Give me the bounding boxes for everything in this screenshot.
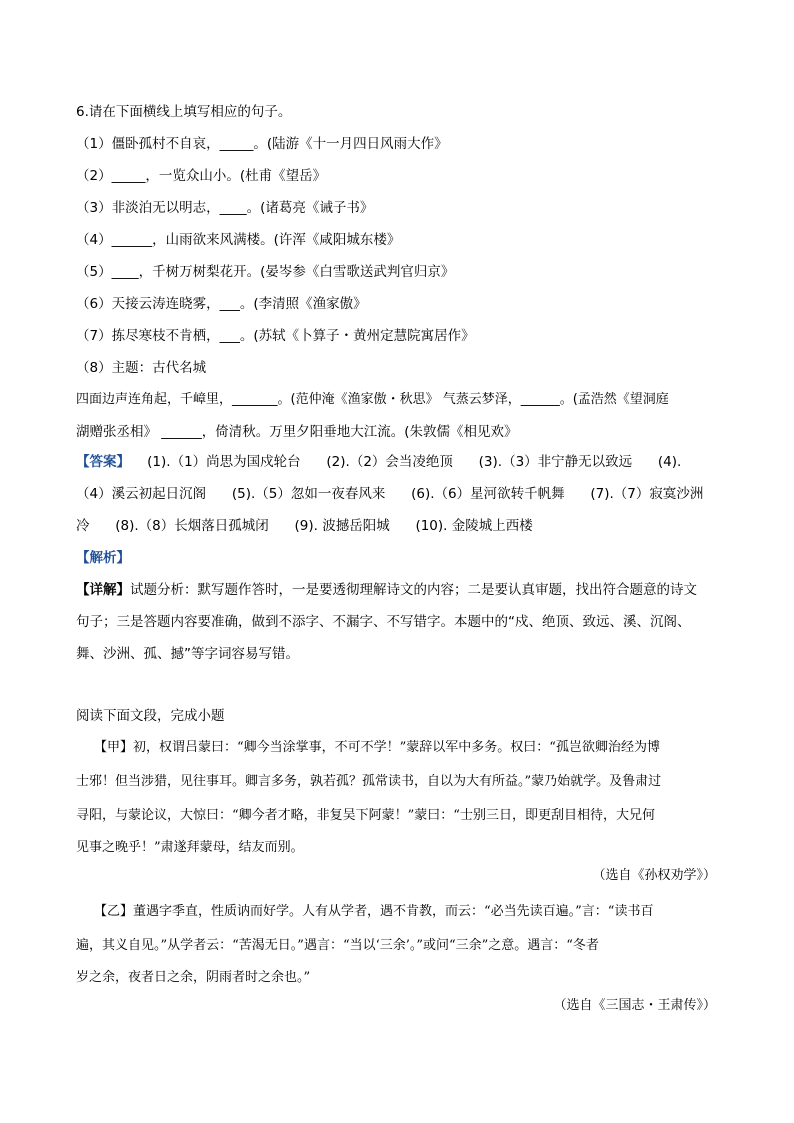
- passage-yi-line: 岁之余，夜者日之余，阴雨者时之余也。”: [76, 970, 311, 985]
- answer-line: 冷 (8).（8）长烟落日孤城闭 (9). 波撼岳阳城 (10). 金陵城上西楼: [76, 518, 533, 534]
- question-item: （6）天接云涛连晓雾，___。(李清照《渔家傲》: [76, 296, 367, 312]
- analysis-tag: 【解析】: [76, 550, 130, 566]
- passage-jia-line: 【甲】初，权谓吕蒙曰：“卿今当涂掌事，不可不学！”蒙辞以军中多务。权曰：“孤岂欲卿治经为博: [94, 740, 660, 755]
- question-title: 6.请在下面横线上填写相应的句子。: [76, 104, 292, 120]
- passage-yi-line: 遍，其义自见。”从学者云：“苦渴无日。”遇言：“当以‘三余’。”或问“三余”之意。遇言：“冬者: [76, 938, 599, 953]
- analysis-text: 试题分析：默写题作答时，一是要透彻理解诗文的内容；二是要认真审题，找出符合题意的诗文: [130, 582, 697, 598]
- answer-tag: 【答案】: [76, 454, 130, 470]
- passage-jia-line: 见事之晚乎！”肃遂拜蒙母，结友而别。: [76, 840, 304, 855]
- answer-line: （4）溪云初起日沉阁 (5).（5）忽如一夜春风来 (6).（6）星河欲转千帆舞 (7).（7）寂寞沙洲: [76, 486, 704, 502]
- question-item: （5）____，千树万树梨花开。(晏岑参《白雪歌送武判官归京》: [76, 264, 455, 280]
- answer-text: (1).（1）尚思为国戍轮台 (2).（2）会当凌绝顶 (3).（3）非宁静无以致远 (4).: [130, 454, 682, 470]
- passage-jia-line: 士邪！但当涉猎，见往事耳。卿言多务，孰若孤？孤常读书，自以为大有所益。”蒙乃始就学。及鲁肃过: [76, 774, 662, 789]
- theme-line: 四面边声连角起，千嶂里，_______。(范仲淹《渔家傲・秋思》 气蒸云梦泽，______。(孟浩然《望洞庭: [76, 392, 669, 407]
- passage-jia-source: （选自《孙权劝学》）: [592, 868, 716, 883]
- question-item: （1）僵卧孤村不自哀，_____。(陆游《十一月四日风雨大作》: [76, 136, 448, 152]
- analysis-line: 舞、沙洲、孤、撼”等字词容易写错。: [76, 646, 299, 662]
- detail-tag: 【详解】: [76, 582, 130, 598]
- passage-yi-line: 【乙】董遇字季直，性质讷而好学。人有从学者，遇不肯教，而云：“必当先读百遍。”言：“读书百: [94, 904, 654, 919]
- passage-jia-line: 寻阳，与蒙论议，大惊曰：“卿今者才略，非复吴下阿蒙！”蒙曰：“士别三日，即更刮目相待，大兄何: [76, 808, 655, 823]
- theme-line: 湖赠张丞相》 ______，倚清秋。万里夕阳垂地大江流。(朱敦儒《相见欢》: [76, 424, 518, 440]
- question-item: （8）主题：古代名城: [76, 360, 207, 376]
- reading-intro: 阅读下面文段，完成小题: [76, 708, 225, 724]
- analysis-line: 句子；三是答题内容要准确，做到不添字、不漏字、不写错字。本题中的“戍、绝顶、致远、溪、沉阁、: [76, 614, 691, 630]
- passage-yi-source: （选自《三国志・王肃传》）: [553, 998, 716, 1013]
- question-item: （2）_____，一览众山小。(杜甫《望岳》: [76, 168, 327, 184]
- analysis-line: [76, 580, 697, 600]
- question-item: （7）拣尽寒枝不肯栖，___。(苏轼《卜算子・黄州定慧院寓居作》: [76, 328, 475, 344]
- question-item: （3）非淡泊无以明志，____。(诸葛亮《诫子书》: [76, 200, 374, 216]
- question-item: （4）______，山雨欲来风满楼。(许浑《咸阳城东楼》: [76, 232, 401, 248]
- answer-line: [76, 452, 681, 472]
